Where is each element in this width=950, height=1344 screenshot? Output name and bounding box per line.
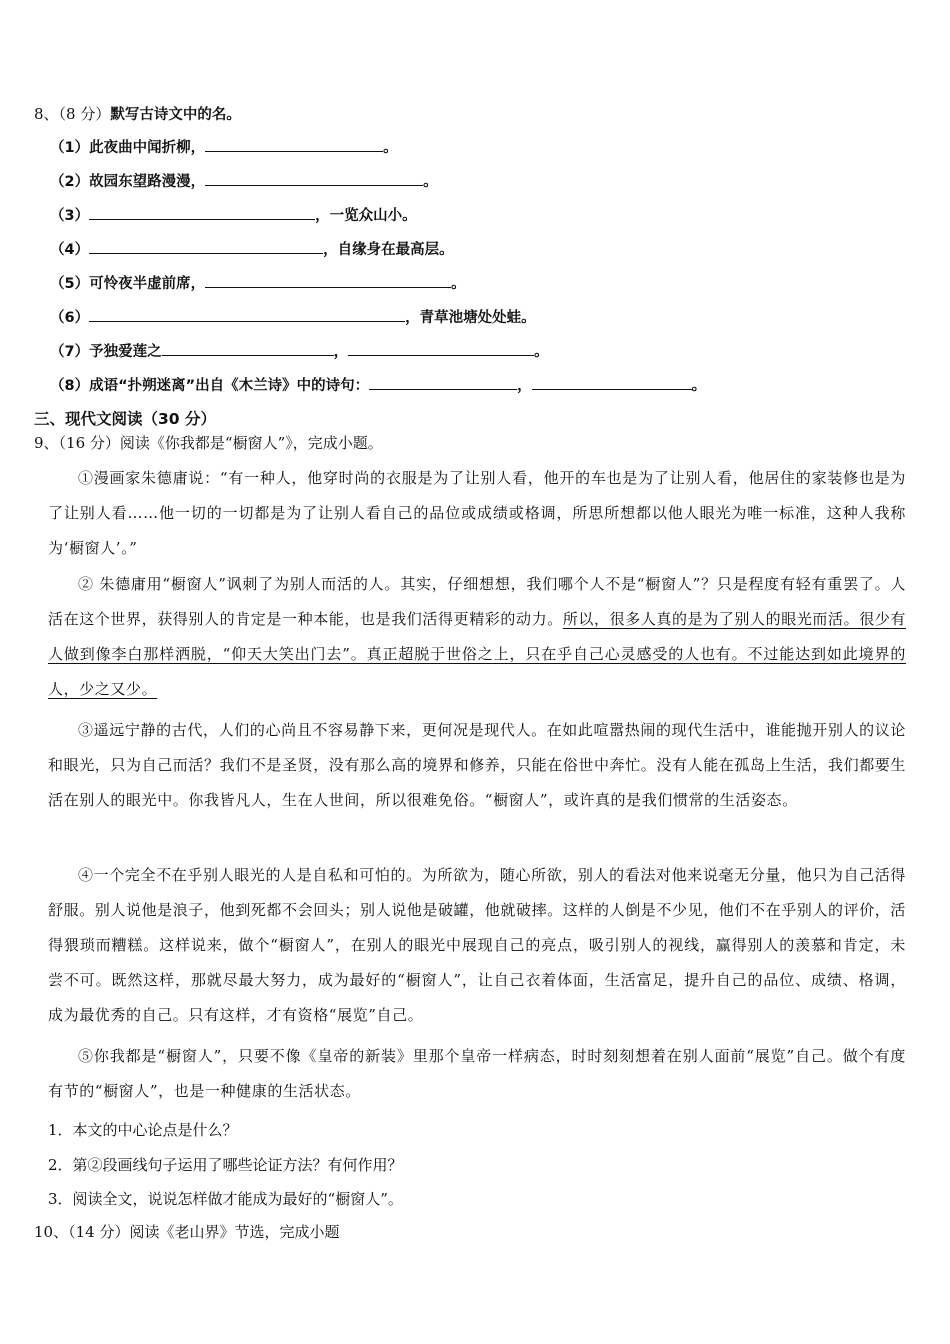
answer-blank[interactable] <box>89 239 323 254</box>
q8-title <box>34 104 241 125</box>
q8-item-8: （8）成语“扑朔迷离”出自《木兰诗》中的诗句： ， 。 <box>50 375 706 396</box>
q9-header: 9、（16 分）阅读《你我都是“橱窗人”》，完成小题。 <box>34 434 383 452</box>
section-heading: 三、现代文阅读（30 分） <box>34 410 216 428</box>
q8-item-4: （4） ，自缘身在最高层。 <box>50 239 454 260</box>
q8-item-5: （5）可怜夜半虚前席， 。 <box>50 273 466 294</box>
answer-blank[interactable] <box>348 341 534 356</box>
q8-item-1: （1）此夜曲中闻折柳， 。 <box>50 137 398 158</box>
paragraph-2 <box>48 567 906 707</box>
answer-blank[interactable] <box>162 341 334 356</box>
q8-score: （8 分） <box>58 105 111 123</box>
answer-blank[interactable] <box>205 171 423 186</box>
answer-blank[interactable] <box>205 273 451 288</box>
paragraph-1: ①漫画家朱德庸说：“有一种人，他穿时尚的衣服是为了让别人看，他开的车也是为了让别人看，他居住的家装修也是为了让别人看……他一切的一切都是为了让别人看自己的品位或成绩或格调，所思所想都以他人眼光为唯一标准，这种人我称为‘橱窗人’。” <box>48 469 906 557</box>
answer-blank[interactable] <box>89 307 405 322</box>
paragraph-2-text: ② 朱德庸用“橱窗人”讽刺了为别人而活的人。其实，仔细想想，我们哪个人不是“橱窗人”？只是程度有轻有重罢了。人活在这个世界，获得别人的肯定是一种本能，也是我们活得更精彩的动力。 <box>48 575 906 628</box>
answer-blank[interactable] <box>89 205 315 220</box>
answer-blank[interactable] <box>205 137 383 152</box>
q8-instruction: 默写古诗文中的名。 <box>110 107 241 123</box>
underlined-sentence: 所以，很多人真的是为了别人的眼光而活。很少有人做到像李白那样洒脱，“仰天大笑出门去”。真正超脱于世俗之上，只在乎自己心灵感受的人也有。不过能达到如此境界的人，少之又少。 <box>48 610 907 698</box>
paragraph-3: ③遥远宁静的古代，人们的心尚且不容易静下来，更何况是现代人。在如此喧嚣热闹的现代生活中，谁能抛开别人的议论和眼光，只为自己而活？我们不是圣贤，没有那么高的境界和修养，只能在俗世中奔忙。没有人能在孤岛上生活，我们都要生活在别人的眼光中。你我皆凡人，生在人世间，所以很难免俗。“橱窗人”，或许真的是我们惯常的生活姿态。 <box>48 721 907 809</box>
question-1: 1．本文的中心论点是什么？ <box>48 1121 238 1139</box>
q8-item-3: （3） ，一览众山小。 <box>50 205 417 226</box>
q8-number: 8、 <box>34 105 59 123</box>
q8-item-6: （6） ，青草池塘处处蛙。 <box>50 307 536 328</box>
paragraph-5: ⑤你我都是“橱窗人”，只要不像《皇帝的新装》里那个皇帝一样病态，时时刻刻想着在别人面前“展览”自己。做个有度有节的“橱窗人”，也是一种健康的生活状态。 <box>48 1047 906 1100</box>
answer-blank[interactable] <box>369 375 517 390</box>
question-3: 3．阅读全文，说说怎样做才能成为最好的“橱窗人”。 <box>48 1190 403 1208</box>
q8-item-7: （7）予独爱莲之 ， 。 <box>50 341 549 362</box>
answer-blank[interactable] <box>532 375 692 390</box>
paragraph-4: ④一个完全不在乎别人眼光的人是自私和可怕的。为所欲为，随心所欲，别人的看法对他来说毫无分量，他只为自己活得舒服。别人说他是浪子，他到死都不会回头；别人说他是破罐，他就破摔。这样的人倒是不少见，他们不在乎别人的评价，活得猥琐而糟糕。这样说来，做个“橱窗人”，在别人的眼光中展现自己的亮点，吸引别人的视线，赢得别人的羡慕和肯定，未尝不可。既然这样，那就尽最大努力，成为最好的“橱窗人”，让自己衣着体面，生活富足，提升自己的品位、成绩、格调，成为最优秀的自己。只有这样，才有资格“展览”自己。 <box>48 866 907 1024</box>
q10-header: 10、（14 分）阅读《老山界》节选，完成小题 <box>34 1223 340 1241</box>
question-2: 2．第②段画线句子运用了哪些论证方法？有何作用？ <box>48 1156 403 1174</box>
q8-item-2: （2）故园东望路漫漫， 。 <box>50 171 438 192</box>
